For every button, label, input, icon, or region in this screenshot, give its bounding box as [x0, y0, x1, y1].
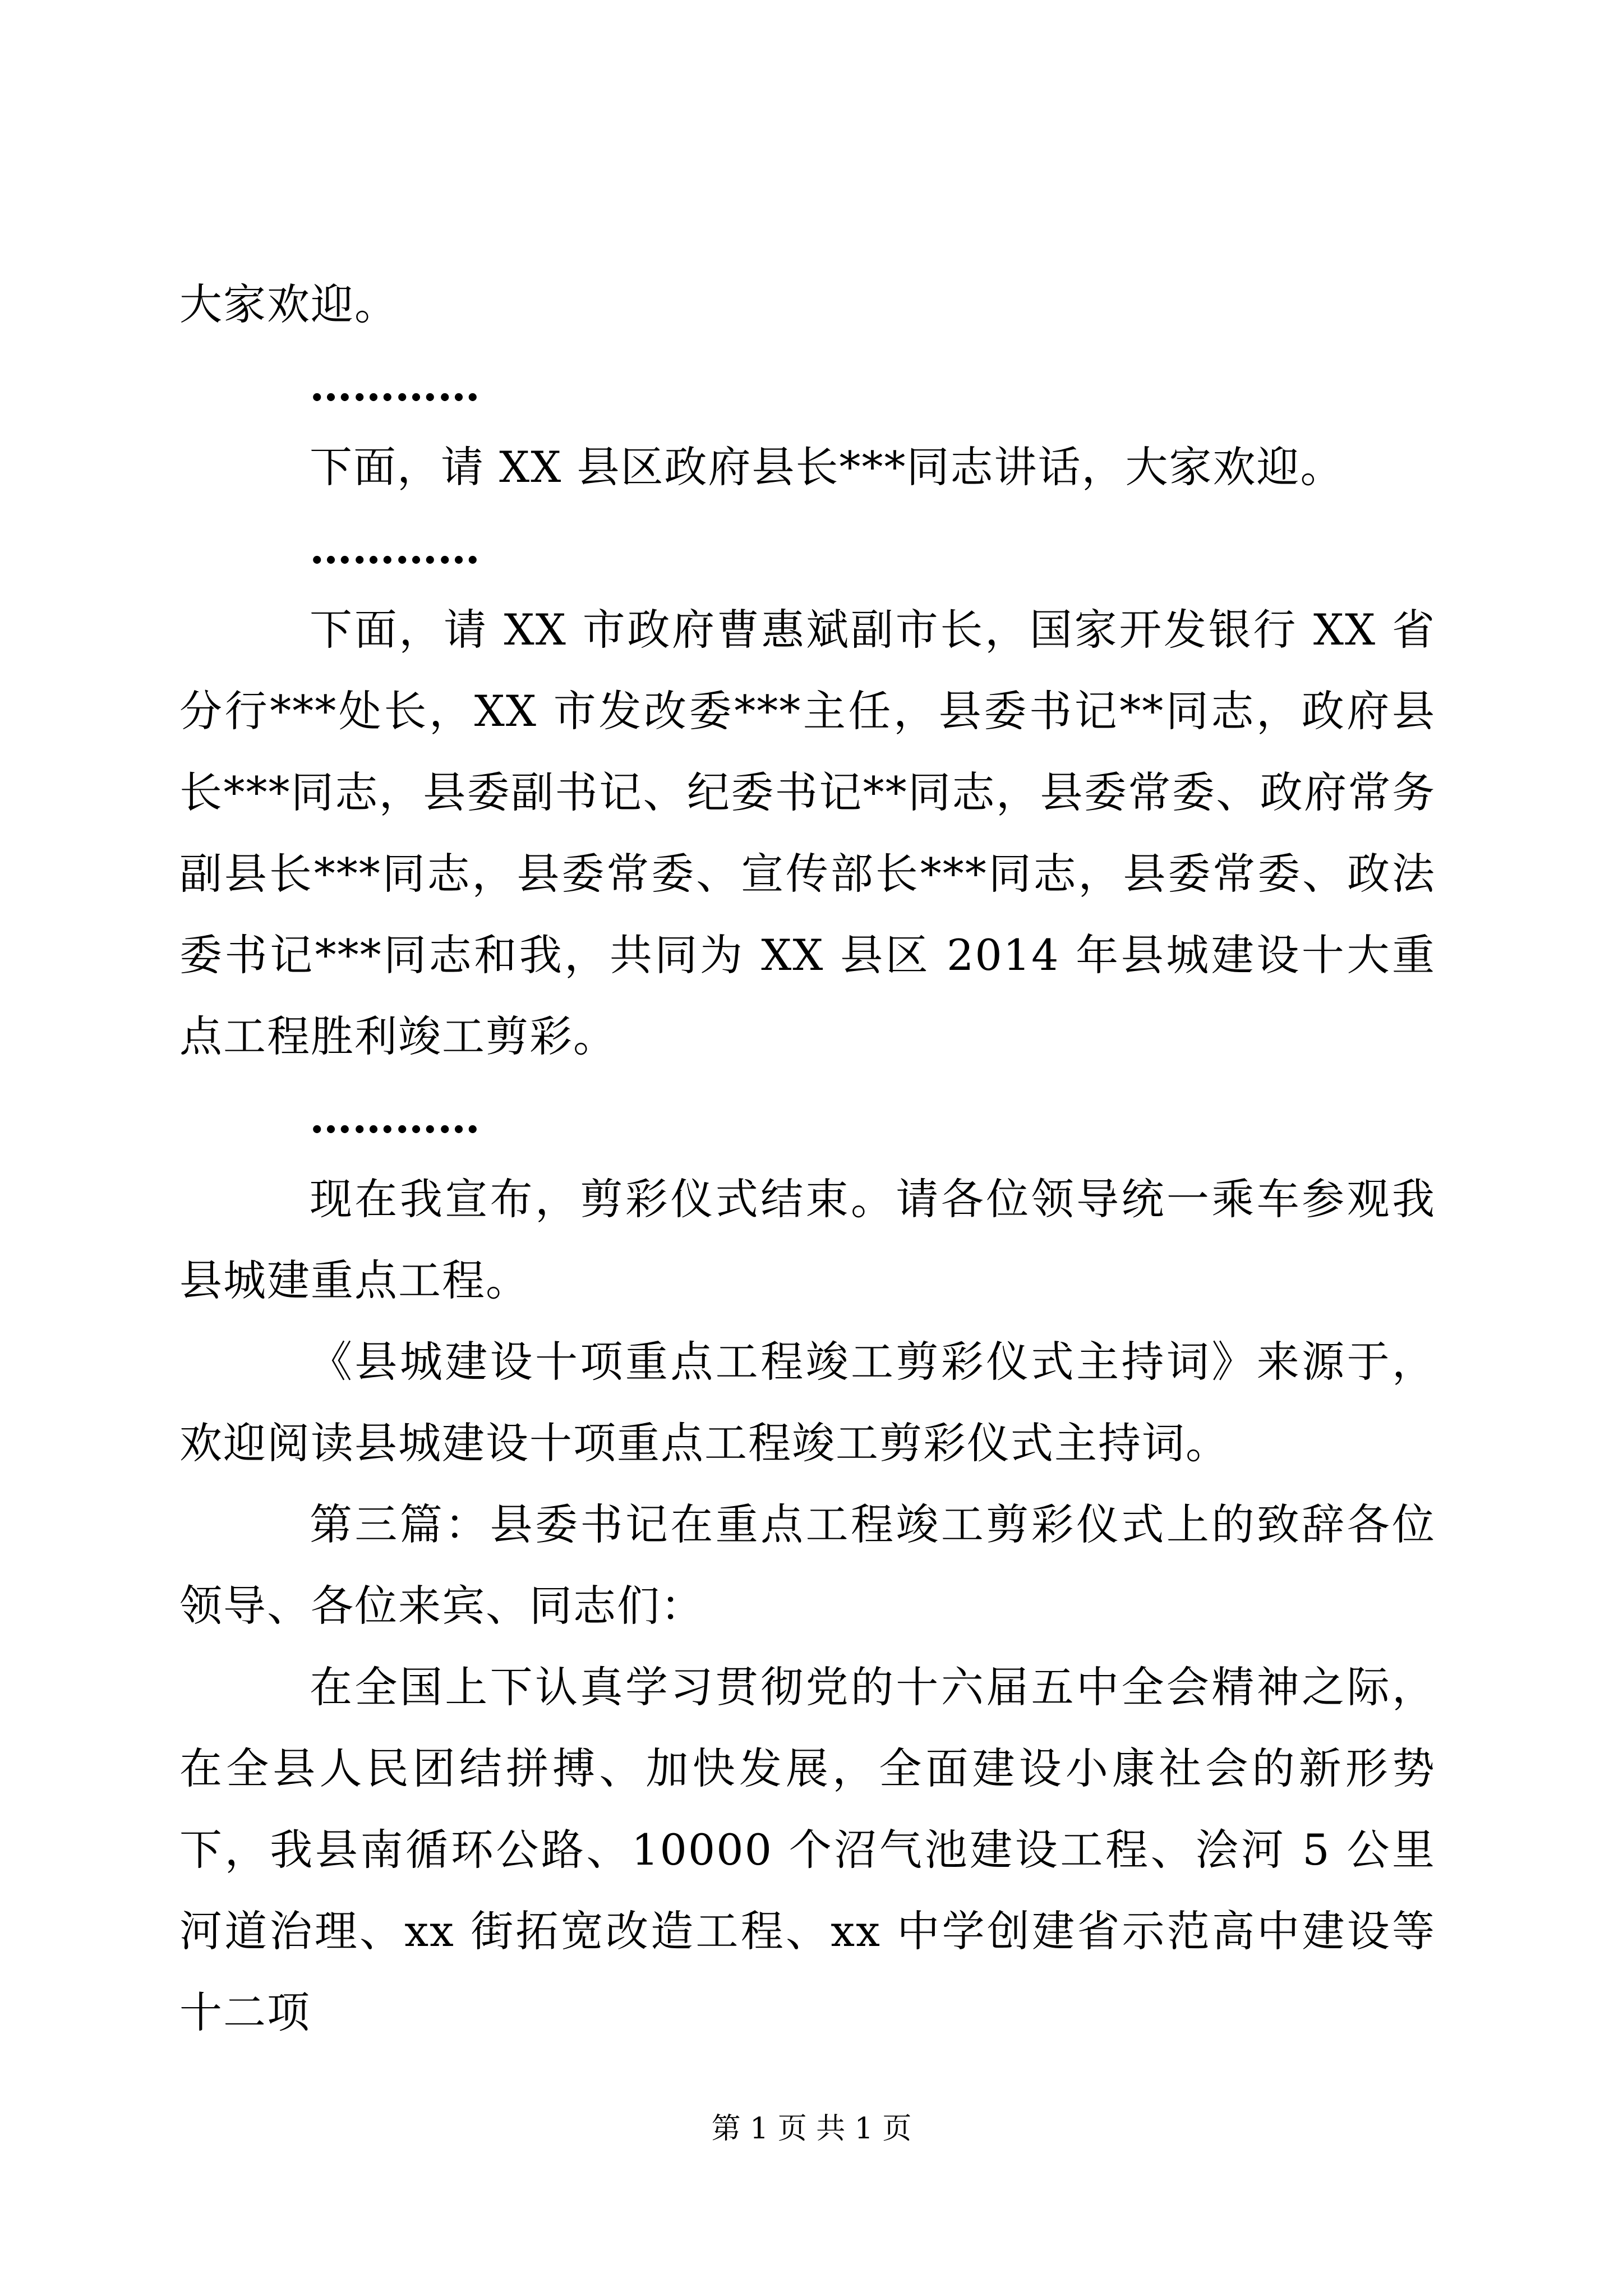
paragraph-2: 下面，请 XX 县区政府县长***同志讲话，大家欢迎。: [310, 442, 1344, 492]
document-body: [179, 264, 1436, 2053]
paragraph-1: 大家欢迎。: [179, 279, 398, 329]
ellipsis-separator-3: …………: [310, 1093, 480, 1143]
paragraph-7: 在全国上下认真学习贯彻党的十六届五中全会精神之际，在全县人民团结拼搏、加快发展，全面建设小康社会的新形势下，我县南循环公路、10000 个沼气池建设工程、浍河 5 公里河道治理、xx 街拓宽改造工程、xx 中学创建省示范高中建设等十二项: [179, 1662, 1436, 2037]
paragraph-6: 第三篇：县委书记在重点工程竣工剪彩仪式上的致辞各位领导、各位来宾、同志们：: [179, 1499, 1436, 1631]
paragraph-5: 《县城建设十项重点工程竣工剪彩仪式主持词》来源于，欢迎阅读县城建设十项重点工程竣工剪彩仪式主持词。: [179, 1337, 1436, 1468]
paragraph-3: 下面，请 XX 市政府曹惠斌副市长，国家开发银行 XX 省分行***处长，XX 市发改委***主任，县委书记**同志，政府县长***同志，县委副书记、纪委书记**同志，县委常委、政府常务副县长***同志，县委常委、宣传部长***同志，县委常委、政法委书记***同志和我，共同为 XX 县区 2014 年县城建设十大重点工程胜利竣工剪彩。: [179, 605, 1436, 1061]
paragraph-4: 现在我宣布，剪彩仪式结束。请各位领导统一乘车参观我县城建重点工程。: [179, 1174, 1436, 1305]
page-footer: 第 1 页 共 1 页: [711, 2112, 912, 2146]
ellipsis-separator-2: …………: [310, 523, 480, 573]
ellipsis-separator-1: …………: [310, 361, 480, 411]
